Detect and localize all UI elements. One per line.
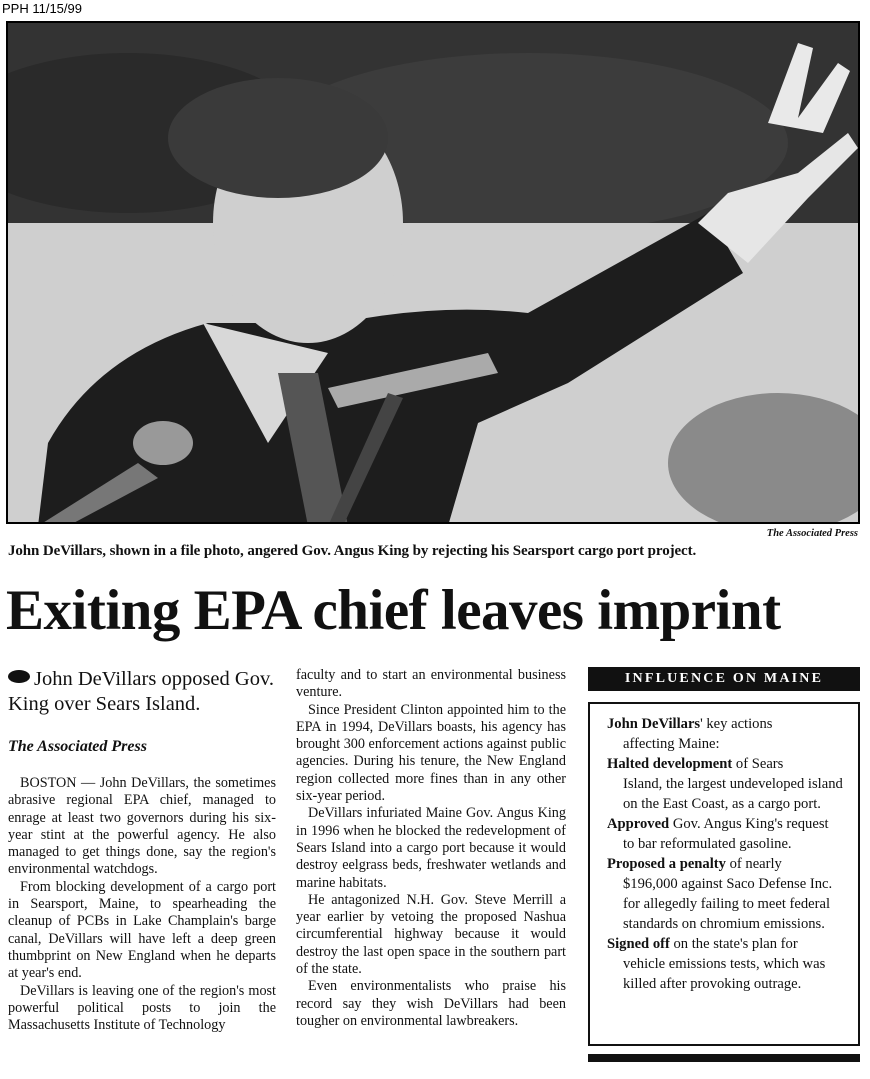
- byline: The Associated Press: [8, 738, 147, 755]
- sidebar-title: INFLUENCE ON MAINE: [588, 667, 860, 691]
- sidebar-item-rest: Island, the largest undeveloped island on the East Coast, as a cargo port.: [623, 776, 843, 812]
- sidebar-item-lead: Halted development: [607, 756, 733, 772]
- article-column-2: [296, 667, 566, 1030]
- sidebar-item-lead: Signed off: [607, 936, 670, 952]
- paragraph: From blocking development of a cargo port in Searsport, Maine, to spearheading the cleanup of PCBs in Lake Champlain's barge canal, DeVillars will have left a deep green thumbprint on New England when he departs at year's end.: [8, 878, 276, 982]
- sidebar-item-first: of Sears: [732, 756, 784, 772]
- paragraph: DeVillars is leaving one of the region's most powerful political posts to join the Massachusetts Institute of Technology: [8, 982, 276, 1034]
- sidebar-item-lead: John DeVillars: [607, 716, 701, 732]
- sidebar-item: [607, 814, 848, 854]
- photo-credit: The Associated Press: [766, 528, 858, 539]
- deck-text: John DeVillars opposed Gov. King over Sears Island.: [8, 668, 274, 715]
- sidebar-item-first: ' key actions: [700, 716, 773, 732]
- sidebar-item-lead: Approved: [607, 816, 670, 832]
- sidebar-item-rest: affecting Maine:: [623, 736, 720, 752]
- news-photo: [6, 21, 860, 524]
- paragraph: faculty and to start an environmental business venture.: [296, 667, 566, 701]
- sidebar-item-rest: to bar reformulated gasoline.: [623, 836, 792, 852]
- paragraph: He antagonized N.H. Gov. Steve Merrill a year earlier by vetoing the proposed Nashua circumferential highway because it would destroy the last open space in the southern part of the state.: [296, 891, 566, 978]
- deck: [8, 667, 283, 717]
- sidebar-bottom-rule: [588, 1054, 860, 1062]
- sidebar-item: [607, 934, 848, 994]
- sidebar-item: [607, 854, 848, 934]
- paragraph: Since President Clinton appointed him to the EPA in 1994, DeVillars boasts, his agency has brought 300 enforcement actions against public agencies. During his tenure, the New England region collected more fines than in any other six-year period.: [296, 701, 566, 805]
- article-column-1: [8, 775, 276, 1034]
- sidebar-item: [607, 754, 848, 814]
- headline: Exiting EPA chief leaves imprint: [6, 579, 781, 642]
- sidebar-item-lead: Proposed a penalty: [607, 856, 726, 872]
- sidebar-item-rest: vehicle emissions tests, which was killed after provoking outrage.: [623, 956, 826, 992]
- sidebar-item-first: of nearly: [725, 856, 782, 872]
- sidebar-box: [588, 702, 860, 1046]
- bullet-icon: [8, 670, 30, 683]
- paragraph: DeVillars infuriated Maine Gov. Angus King in 1996 when he blocked the redevelopment of Sears Island into a cargo port because it would destroy eelgrass beds, freshwater wetlands and marine habitats.: [296, 805, 566, 891]
- sidebar-item: [607, 714, 848, 754]
- date-stamp: PPH 11/15/99: [2, 1, 82, 16]
- sidebar-item-rest: $196,000 against Saco Defense Inc. for allegedly failing to meet federal standards on chromium emissions.: [623, 876, 833, 932]
- sidebar-item-first: on the state's plan for: [669, 936, 798, 952]
- man-speaking-icon: [8, 23, 860, 524]
- paragraph: Even environmentalists who praise his record say they wish DeVillars had been tougher on environmental lawbreakers.: [296, 978, 566, 1029]
- paragraph: BOSTON — John DeVillars, the sometimes abrasive regional EPA chief, managed to enrage at least two governors during his six-year stint at the powerful agency. He also managed to get things done, say the region's environmental watchdogs.: [8, 775, 276, 878]
- photo-caption: John DeVillars, shown in a file photo, angered Gov. Angus King by rejecting his Searsport cargo port project.: [8, 543, 697, 559]
- sidebar-item-first: Gov. Angus King's request: [669, 816, 829, 832]
